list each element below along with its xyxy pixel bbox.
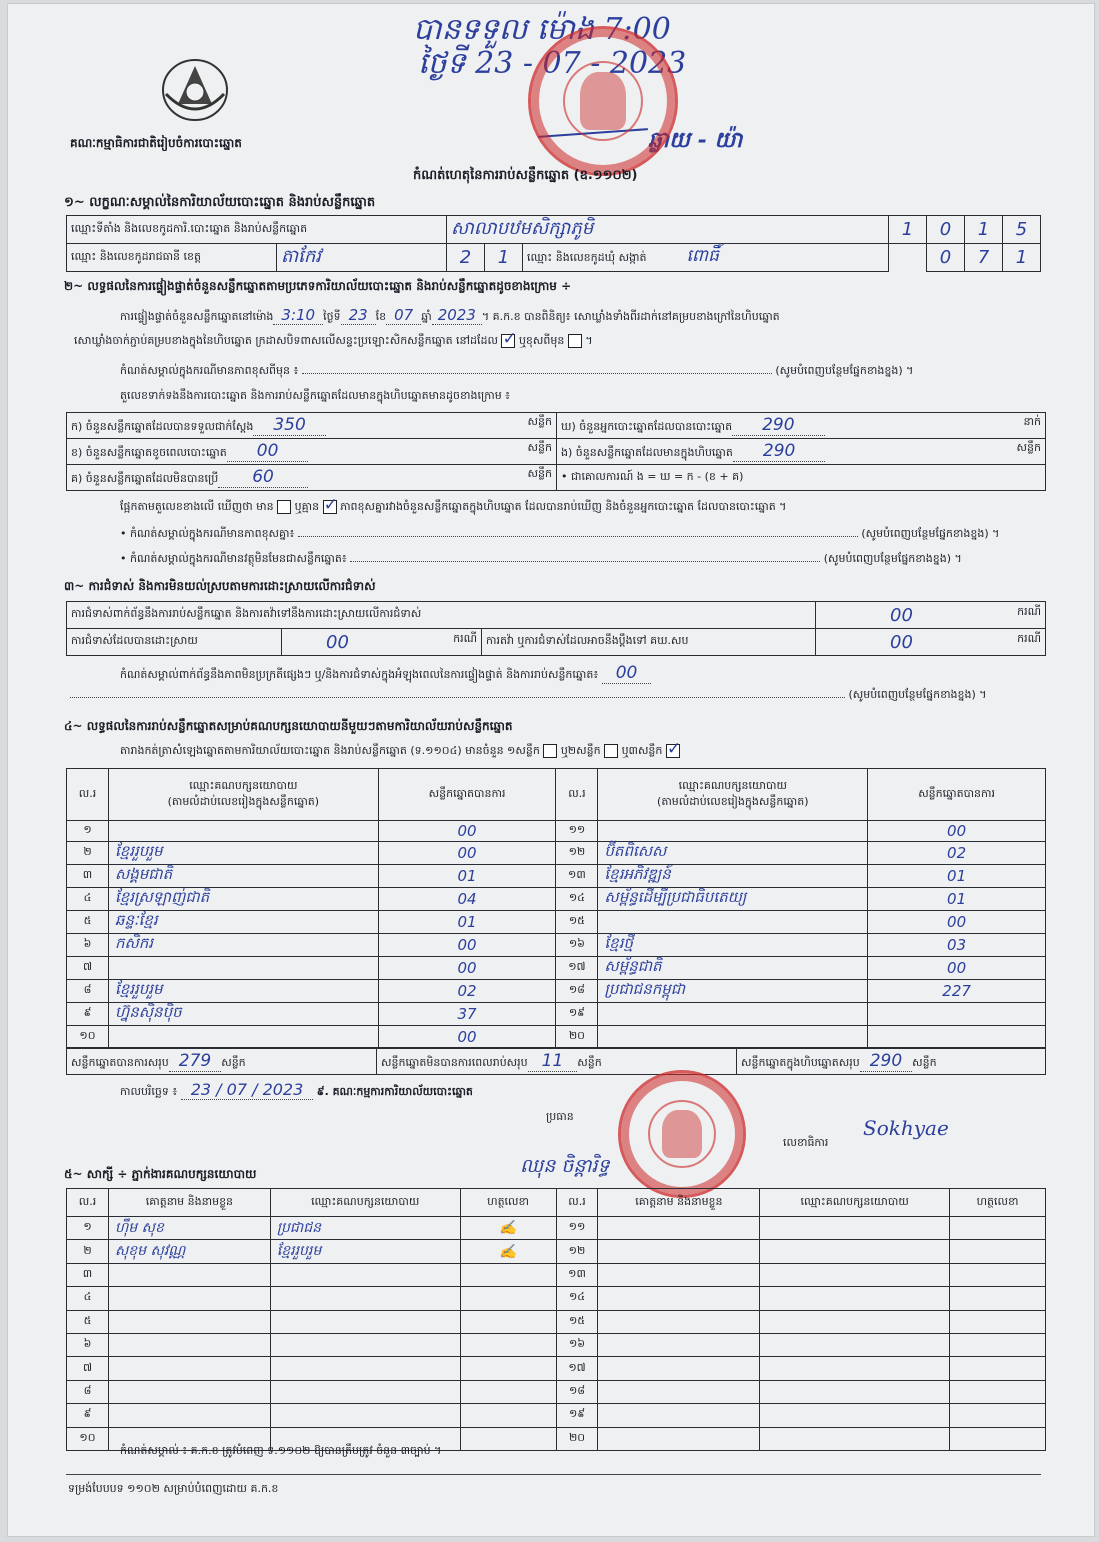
witness-party-cell[interactable] — [760, 1357, 950, 1380]
result-row — [67, 888, 1046, 911]
result-votes-cell: 00 — [378, 934, 556, 957]
result-votes-cell — [868, 1026, 1046, 1047]
witness-sign-cell[interactable] — [950, 1357, 1046, 1380]
witness-no-cell: ១៣ — [556, 1263, 598, 1286]
footer-note: កំណត់សម្គាល់ ៖ គ.ក.ខ ត្រូវបំពេញ ទ.១១០២ ឱ្យបានត្រឹមត្រូវ ចំនួន ៣ច្បាប់ ។ — [120, 1444, 442, 1457]
witness-party-cell — [270, 1310, 460, 1333]
witness-party-cell[interactable] — [760, 1263, 950, 1286]
irregularity-note-line2: (សូមបំពេញបន្ថែមផ្នែកខាងខ្នង) ។ — [70, 688, 1040, 704]
province-label: ឈ្មោះ និងលេខកូដរាជធានី ខេត្ត — [67, 244, 277, 272]
witness-no-cell: ២០ — [556, 1427, 598, 1450]
witness-no-cell: ៧ — [67, 1357, 109, 1380]
result-row — [67, 1003, 1046, 1026]
witness-table: ល.រ គោត្តនាម និងនាមខ្លួន ឈ្មោះគណបក្សនយោបាយ ហត្ថលេខា ល.រ គោត្តនាម និងនាមខ្លួន ឈ្មោះគណបក្សនយោបាយ ហត្ថលេខា ១ ហ៊ឹម សុខ ប្រជាជន ✍ ១១ ២ សុខុម សុវណ្ណ ខ្មែររួបរួម ✍ ១២ ៣ ១៣ ៤ ១៤ ៥ ១៥ ៦ ១៦ ៧ ១៧ ៨ ១៨ ៩ ១៩ ១០ ២០ — [66, 1188, 1046, 1451]
witness-sign-cell — [460, 1263, 556, 1286]
result-no-cell: ១៧ — [556, 957, 598, 980]
col-votes-right: សន្លឹកឆ្នោតបានការ — [868, 769, 1046, 821]
section5-heading: ៥~ សាក្សី ÷ ភ្នាក់ងារគណបក្សនយោបាយ — [64, 1167, 257, 1181]
one-sheet-checkbox[interactable] — [543, 744, 557, 758]
site-code-4: 5 — [1003, 216, 1041, 244]
ka-label: ក) ចំនួនសន្លឹកឆ្នោតដែលបានទទួលជាក់ស្តែង — [71, 420, 254, 433]
seal-line: សោឃ្លាំងចាក់ភ្ជាប់គម្របខាងក្នុងនៃហិបឆ្នោត ក្រដាសបិទពាសលើសន្ទះប្រឡោះសិកសន្លឹកឆ្នោត នៅដដែល ✓ ឬខុសពីមុន ។ — [74, 334, 593, 350]
kha-label: ខ) ចំនួនសន្លឹកឆ្នោតខូចពេលបោះឆ្នោត — [71, 446, 227, 459]
commune-cell — [523, 244, 889, 272]
chair-signature: ឈុន ចិន្តារិទ្ធ — [520, 1155, 610, 1177]
result-votes-cell: 02 — [868, 842, 1046, 865]
section1-heading: ១~ លក្ខណៈសម្គាល់នៃការិយាល័យបោះឆ្នោត និងរាប់សន្លឹកឆ្នោត — [64, 195, 376, 210]
org-name: គណៈកម្មាធិការជាតិរៀបចំការបោះឆ្នោត — [70, 136, 242, 150]
section4-heading: ៤~ លទ្ធផលនៃការរាប់សន្លឹកឆ្នោតសម្រាប់គណបក្សនយោបាយនីមួយៗតាមការិយាល័យរាប់សន្លឹកឆ្នោត — [64, 719, 513, 733]
witness-no-cell: ៥ — [67, 1310, 109, 1333]
result-votes-cell: 00 — [378, 842, 556, 865]
witness-no-cell: ១០ — [67, 1427, 109, 1450]
total-box-value: 290 — [860, 1051, 912, 1072]
verify-time: 3:10 — [273, 306, 323, 325]
witness-no-cell: ២ — [67, 1240, 109, 1263]
witness-party-cell[interactable] — [760, 1310, 950, 1333]
result-votes-cell: 01 — [868, 888, 1046, 911]
office-stamp-bottom — [618, 1070, 746, 1198]
witness-name-cell — [108, 1287, 270, 1310]
witness-name-cell[interactable] — [598, 1427, 760, 1450]
witness-sign-cell: ✍ — [460, 1217, 556, 1240]
witness-row — [67, 1240, 1046, 1263]
result-row — [67, 842, 1046, 865]
result-party-cell: ខ្មែររួបរួម — [108, 842, 378, 865]
witness-party-cell: ខ្មែររួបរួម — [270, 1240, 460, 1263]
witness-name-cell[interactable] — [598, 1333, 760, 1356]
difference-line: ផ្អែកតាមតួលេខខាងលើ ឃើញថា មាន ឬគ្មាន ✓ ភាពខុសគ្នារវាងចំនួនសន្លឹកឆ្នោតក្នុងហិបឆ្នោត ដែលបានរាប់ឃើញ និងចំនួនអ្នកបោះឆ្នោត ដែលបានបោះឆ្នោត ។ — [120, 500, 786, 516]
appeal-value: 00 — [890, 631, 913, 653]
result-party-cell — [108, 957, 378, 980]
result-row — [67, 821, 1046, 842]
kha-value: 00 — [227, 441, 309, 462]
form-title: កំណត់ហេតុនៃការរាប់សន្លឹកឆ្នោត (ឧ.១១០២) — [413, 168, 638, 183]
no-difference-checkbox[interactable] — [323, 500, 337, 514]
commune-code-3: 1 — [1003, 244, 1041, 272]
witness-sign-cell[interactable] — [950, 1333, 1046, 1356]
receipt-note-line2: ថ្ងៃទី 23 - 07 - 2023 — [418, 46, 687, 81]
verify-day: 23 — [341, 306, 376, 325]
irregularity-value: 00 — [602, 663, 652, 684]
site-label: ឈ្មោះទីតាំង និងលេខកូដការិ.បោះឆ្នោត និងរាប់សន្លឹកឆ្នោត — [67, 216, 447, 244]
total-invalid-value: 11 — [528, 1051, 578, 1072]
witness-sign-cell — [460, 1333, 556, 1356]
result-no-cell: ៦ — [67, 934, 109, 957]
objection-label: ការជំទាស់ពាក់ព័ន្ធនឹងការរាប់សន្លឹកឆ្នោត និងការតវ៉ាទៅនឹងការដោះស្រាយលើការជំទាស់ — [67, 602, 816, 629]
result-row — [67, 980, 1046, 1003]
result-party-cell — [598, 1003, 868, 1026]
diff-note2-line: • កំណត់សម្គាល់ក្នុងករណីមានភាពខុសគ្នា៖ (សូមបំពេញបន្ថែមផ្នែកខាងខ្នង) ។ — [120, 527, 1000, 540]
witness-party-cell — [270, 1380, 460, 1403]
result-no-cell: ២០ — [556, 1026, 598, 1047]
witness-no-cell: ១១ — [556, 1217, 598, 1240]
witness-name-cell[interactable] — [598, 1217, 760, 1240]
province-code-2: 1 — [485, 244, 523, 272]
ko-value: 60 — [218, 467, 308, 488]
witness-sign-cell — [460, 1427, 556, 1450]
result-party-cell: សម្ព័ន្ធជាតិ — [598, 957, 868, 980]
results-table: ល.រ ឈ្មោះគណបក្សនយោបាយ (តាមលំដាប់លេខរៀងក្នុងសន្លឹកឆ្នោត) សន្លឹកឆ្នោតបានការ ល.រ ឈ្មោះគណបក្សនយោបាយ (តាមលំដាប់លេខរៀងក្នុងសន្លឹកឆ្នោត) សន្លឹកឆ្នោតបានការ ១ 00 ១១ 00 ២ ខ្មែររួបរួម 00 ១២ ប៊ីតពិសេស 02 ៣ សង្គមជាតិ 01 ១៣ ខ្មែរអភិវឌ្ឍន៍ 01 ៤ ខ្មែរស្រឡាញ់ជាតិ 04 ១៤ សម្ព័ន្ធដើម្បីប្រជាធិបតេយ្យ 01 ៥ ឆន្ទៈខ្មែរ 01 ១៥ 00 ៦ កសិករ 00 ១៦ ខ្មែរថ្មី 03 ៧ 00 ១៧ សម្ព័ន្ធជាតិ 00 ៨ ខ្មែររួបរួម 02 ១៨ ប្រជាជនកម្ពុជា 227 ៩ ហ្វ៊ុនស៊ិនប៉ិច 37 ១៩ ១០ 00 ២០ — [66, 768, 1046, 1048]
form-page — [8, 4, 1094, 1536]
result-votes-cell — [868, 1003, 1046, 1026]
result-row — [67, 911, 1046, 934]
witness-no-cell: ១៤ — [556, 1287, 598, 1310]
witness-sign-cell — [460, 1357, 556, 1380]
witness-party-cell[interactable] — [760, 1217, 950, 1240]
witness-sign-cell — [460, 1404, 556, 1427]
witness-name-cell[interactable] — [598, 1240, 760, 1263]
verify-month: 07 — [386, 306, 421, 325]
objections-table: ការជំទាស់ពាក់ព័ន្ធនឹងការរាប់សន្លឹកឆ្នោត និងការតវ៉ាទៅនឹងការដោះស្រាយលើការជំទាស់ 00 ករណី ការជំទាស់ដែលបានដោះស្រាយ 00 ករណី ការតវ៉ា ឬការជំទាស់ដែលអាចនឹងប្តឹងទៅ គឃ.សប 00 ករណី — [66, 601, 1046, 656]
office-stamp-top — [528, 26, 678, 176]
result-no-cell: ១២ — [556, 842, 598, 865]
witness-sign-cell: ✍ — [460, 1240, 556, 1263]
result-votes-cell: 00 — [378, 821, 556, 842]
col-party-right: ឈ្មោះគណបក្សនយោបាយ — [678, 778, 787, 792]
witness-no-cell: ១ — [67, 1217, 109, 1240]
col-party-left: ឈ្មោះគណបក្សនយោបាយ — [189, 778, 298, 792]
formula: • ជាគោលការណ៍ ង = ឃ = ក - (ខ + គ) — [557, 465, 1046, 491]
result-no-cell: ៧ — [67, 957, 109, 980]
nga-value: 290 — [733, 441, 825, 462]
result-no-cell: ១ — [67, 821, 109, 842]
result-votes-cell: 00 — [868, 957, 1046, 980]
witness-row — [67, 1357, 1046, 1380]
witness-no-cell: ១៨ — [556, 1380, 598, 1403]
witness-name-cell — [108, 1333, 270, 1356]
site-code-1: 1 — [889, 216, 927, 244]
witness-name-cell — [108, 1263, 270, 1286]
witness-no-cell: ១៥ — [556, 1310, 598, 1333]
commune-code-1: 0 — [927, 244, 965, 272]
nga-label: ង) ចំនួនសន្លឹកឆ្នោតដែលមានក្នុងហិបឆ្នោត — [561, 446, 733, 459]
witness-party-cell[interactable] — [760, 1287, 950, 1310]
witness-party-cell — [270, 1404, 460, 1427]
witness-sign-cell[interactable] — [950, 1263, 1046, 1286]
witness-sign-cell — [460, 1310, 556, 1333]
result-no-cell: ១៨ — [556, 980, 598, 1003]
footer-form: ទម្រង់បែបបទ ១១០២ សម្រាប់បំពេញដោយ គ.ក.ខ — [68, 1482, 279, 1495]
province-value: តាកែវ — [281, 246, 321, 267]
sign-date: 23 / 07 / 2023 — [181, 1080, 314, 1100]
tally-sheet-line: តារាងកត់ត្រាសំឡេងឆ្នោតតាមការិយាល័យបោះឆ្នោត និងរាប់សន្លឹកឆ្នោត (ទ.១១០៤) មានចំនួន ១សន្លឹក ឬ២សន្លឹក ឬ៣សន្លឹក ✓ — [120, 744, 680, 760]
site-value: សាលាបឋមសិក្សាភូមិ — [451, 218, 594, 239]
witness-sign-cell[interactable] — [950, 1217, 1046, 1240]
witness-name-cell — [108, 1310, 270, 1333]
col-no-left: ល.រ — [67, 769, 109, 821]
commune-value: ពោធិ៍ — [686, 246, 719, 266]
appeal-label: ការតវ៉ា ឬការជំទាស់ដែលអាចនឹងប្តឹងទៅ គឃ.សប — [482, 629, 816, 656]
site-code-3: 1 — [965, 216, 1003, 244]
witness-no-cell: ៦ — [67, 1333, 109, 1356]
result-party-cell — [598, 821, 868, 842]
witness-row — [67, 1380, 1046, 1403]
witness-party-cell[interactable] — [760, 1333, 950, 1356]
changed-checkbox[interactable] — [568, 334, 582, 348]
witness-party-cell: ប្រជាជន — [270, 1217, 460, 1240]
witness-party-cell — [270, 1263, 460, 1286]
witness-row — [67, 1333, 1046, 1356]
witness-name-cell[interactable] — [598, 1404, 760, 1427]
witness-name-cell: ហ៊ឹម សុខ — [108, 1217, 270, 1240]
witness-name-cell[interactable] — [598, 1310, 760, 1333]
witness-no-cell: ៤ — [67, 1287, 109, 1310]
commune-label: ឈ្មោះ និងលេខកូដឃុំ សង្កាត់ — [527, 251, 647, 264]
result-party-cell: ប្រជាជនកម្ពុជា — [598, 980, 868, 1003]
result-no-cell: ២ — [67, 842, 109, 865]
result-party-cell — [108, 1026, 378, 1047]
date-line: កាលបរិច្ឆេទ ៖ 23 / 07 / 2023 ៩. គណៈកម្មការការិយាល័យបោះឆ្នោត — [120, 1080, 473, 1099]
verify-year: 2023 — [432, 306, 482, 325]
gha-value: 290 — [732, 415, 824, 436]
witness-name-cell[interactable] — [598, 1357, 760, 1380]
result-party-cell — [598, 911, 868, 934]
chair-label: ប្រធាន — [546, 1110, 574, 1123]
witness-sign-cell[interactable] — [950, 1240, 1046, 1263]
result-votes-cell: 03 — [868, 934, 1046, 957]
ka-value: 350 — [253, 415, 325, 436]
result-party-cell: សម្ព័ន្ធដើម្បីប្រជាធិបតេយ្យ — [598, 888, 868, 911]
witness-row — [67, 1217, 1046, 1240]
objection-value: 00 — [890, 604, 913, 626]
result-no-cell: ៤ — [67, 888, 109, 911]
witness-sign-cell — [460, 1380, 556, 1403]
result-no-cell: ៥ — [67, 911, 109, 934]
result-votes-cell: 00 — [868, 821, 1046, 842]
same-checkbox[interactable] — [501, 334, 515, 348]
nec-logo — [158, 54, 233, 124]
total-invalid-label: សន្លឹកឆ្នោតមិនបានការពេលរាប់សរុប — [381, 1056, 528, 1069]
result-row — [67, 865, 1046, 888]
result-votes-cell: 01 — [378, 911, 556, 934]
witness-sign-cell[interactable] — [950, 1380, 1046, 1403]
receipt-note-place: ឆ្លាយ - យ៉ា — [648, 127, 743, 153]
figures-table: ក) ចំនួនសន្លឹកឆ្នោតដែលបានទទួលជាក់ស្តែង 350 សន្លឹក ឃ) ចំនួនអ្នកបោះឆ្នោតដែលបានបោះឆ្នោត 290 នាក់ ខ) ចំនួនសន្លឹកឆ្នោតខូចពេលបោះឆ្នោត 00 សន្លឹក ង) ចំនួនសន្លឹកឆ្នោតដែលមានក្នុងហិបឆ្នោត 290 សន្លឹក គ) ចំនួនសន្លឹកឆ្នោតដែលមិនបានប្រើ 60 សន្លឹក • ជាគោលការណ៍ ង = ឃ = ក - (ខ + គ) — [66, 412, 1046, 491]
witness-name-cell — [108, 1380, 270, 1403]
figures-intro: តួលេខទាក់ទងនឹងការបោះឆ្នោត និងការរាប់សន្លឹកឆ្នោតដែលមានក្នុងហិបឆ្នោតមានដូចខាងក្រោម ៖ — [120, 389, 511, 402]
result-party-cell: ខ្មែរស្រឡាញ់ជាតិ — [108, 888, 378, 911]
totals-table: សន្លឹកឆ្នោតបានការសរុប 279 សន្លឹក សន្លឹកឆ្នោតមិនបានការពេលរាប់សរុប 11 សន្លឹក សន្លឹកឆ្នោតក្នុងហិបឆ្នោតសរុប 290 សន្លឹក — [66, 1048, 1046, 1075]
result-votes-cell: 04 — [378, 888, 556, 911]
commune-code-2: 7 — [965, 244, 1003, 272]
resolved-value: 00 — [326, 631, 349, 653]
result-party-cell — [108, 821, 378, 842]
col-no-right: ល.រ — [556, 769, 598, 821]
witness-party-cell — [270, 1287, 460, 1310]
secretary-signature: Sokhyae — [863, 1116, 949, 1140]
witness-no-cell: ៣ — [67, 1263, 109, 1286]
result-party-cell: ខ្មែរអភិវឌ្ឍន៍ — [598, 865, 868, 888]
result-votes-cell: 00 — [868, 911, 1046, 934]
result-row — [67, 957, 1046, 980]
result-party-cell: ខ្មែររួបរួម — [108, 980, 378, 1003]
witness-name-cell[interactable] — [598, 1380, 760, 1403]
total-valid-label: សន្លឹកឆ្នោតបានការសរុប — [71, 1056, 169, 1069]
diff-note-line: កំណត់សម្គាល់ក្នុងករណីមានភាពខុសពីមុន ៖ (សូមបំពេញបន្ថែមផ្នែកខាងខ្នង) ។ — [120, 364, 914, 377]
col-votes-left: សន្លឹកឆ្នោតបានការ — [378, 769, 556, 821]
object-note-line: • កំណត់សម្គាល់ក្នុងករណីមានវត្ថុមិនមែនជាសន្លឹកឆ្នោត៖ (សូមបំពេញបន្ថែមផ្នែកខាងខ្នង) ។ — [120, 552, 962, 565]
result-votes-cell: 02 — [378, 980, 556, 1003]
verify-line: ការផ្ទៀងផ្ទាត់ចំនួនសន្លឹកឆ្នោតនៅម៉ោង 3:10 ថ្ងៃទី 23 ខែ 07 ឆ្នាំ 2023 ។ គ.ក.ខ បានពិនិត្យ៖ សោឃ្លាំងទាំងពីរដាក់នៅគម្របខាងក្រៅនៃហិបឆ្នោត — [120, 306, 780, 324]
result-votes-cell: 00 — [378, 957, 556, 980]
result-row — [67, 1026, 1046, 1047]
two-sheet-checkbox[interactable] — [604, 744, 618, 758]
witness-name-cell — [108, 1404, 270, 1427]
witness-name-cell[interactable] — [598, 1287, 760, 1310]
witness-party-cell[interactable] — [760, 1380, 950, 1403]
result-party-cell — [598, 1026, 868, 1047]
witness-no-cell: ៩ — [67, 1404, 109, 1427]
witness-no-cell: ១៩ — [556, 1404, 598, 1427]
witness-sign-cell[interactable] — [950, 1427, 1046, 1450]
witness-sign-cell[interactable] — [950, 1404, 1046, 1427]
footer-divider — [66, 1474, 1041, 1475]
result-no-cell: ៣ — [67, 865, 109, 888]
result-votes-cell: 01 — [868, 865, 1046, 888]
witness-no-cell: ១៦ — [556, 1333, 598, 1356]
has-difference-checkbox[interactable] — [277, 500, 291, 514]
result-no-cell: ១៤ — [556, 888, 598, 911]
witness-row — [67, 1404, 1046, 1427]
witness-party-cell[interactable] — [760, 1404, 950, 1427]
result-no-cell: ១០ — [67, 1026, 109, 1047]
witness-no-cell: ១២ — [556, 1240, 598, 1263]
witness-row — [67, 1310, 1046, 1333]
total-box-label: សន្លឹកឆ្នោតក្នុងហិបឆ្នោតសរុប — [741, 1056, 860, 1069]
section2-heading: ២~ លទ្ធផលនៃការផ្ទៀងផ្ទាត់ចំនួនសន្លឹកឆ្នោតតាមប្រភេទការិយាល័យបោះឆ្នោត និងរាប់សន្លឹកឆ្នោតដូចខាងក្រោម ÷ — [64, 279, 572, 293]
result-party-cell: សង្គមជាតិ — [108, 865, 378, 888]
total-valid-value: 279 — [169, 1051, 221, 1072]
witness-no-cell: ៨ — [67, 1380, 109, 1403]
witness-no-cell: ១៧ — [556, 1357, 598, 1380]
result-party-cell: ហ្វ៊ុនស៊ិនប៉ិច — [108, 1003, 378, 1026]
result-no-cell: ១៥ — [556, 911, 598, 934]
witness-sign-cell[interactable] — [950, 1287, 1046, 1310]
witness-party-cell[interactable] — [760, 1427, 950, 1450]
witness-row — [67, 1263, 1046, 1286]
section3-heading: ៣~ ការជំទាស់ និងការមិនយល់ស្របតាមការដោះស្រាយលើការជំទាស់ — [64, 579, 376, 593]
province-code-1: 2 — [447, 244, 485, 272]
resolved-label: ការជំទាស់ដែលបានដោះស្រាយ — [67, 629, 282, 656]
irregularity-note: កំណត់សម្គាល់ពាក់ព័ន្ធនឹងភាពមិនប្រក្រតីផ្សេងៗ ឬ/និងការជំទាស់ក្នុងអំឡុងពេលនៃការផ្ទៀងផ្ទាត់ និងការរាប់សន្លឹកឆ្នោត៖ 00 — [120, 663, 651, 684]
witness-row — [67, 1287, 1046, 1310]
witness-party-cell[interactable] — [760, 1240, 950, 1263]
result-party-cell: ឆន្ទៈខ្មែរ — [108, 911, 378, 934]
result-no-cell: ១១ — [556, 821, 598, 842]
result-votes-cell: 227 — [868, 980, 1046, 1003]
receipt-note-line1: បានទទួល ម៉ោង 7:00 — [413, 12, 671, 47]
result-party-cell: កសិករ — [108, 934, 378, 957]
witness-sign-cell — [460, 1287, 556, 1310]
result-party-cell: ប៊ីតពិសេស — [598, 842, 868, 865]
result-no-cell: ១៣ — [556, 865, 598, 888]
result-no-cell: ១៦ — [556, 934, 598, 957]
result-no-cell: ១៩ — [556, 1003, 598, 1026]
result-row — [67, 934, 1046, 957]
result-votes-cell: 01 — [378, 865, 556, 888]
result-no-cell: ៩ — [67, 1003, 109, 1026]
witness-sign-cell[interactable] — [950, 1310, 1046, 1333]
section1-table — [66, 215, 1041, 272]
witness-party-cell — [270, 1333, 460, 1356]
ko-label: គ) ចំនួនសន្លឹកឆ្នោតដែលមិនបានប្រើ — [71, 472, 219, 485]
three-sheet-checkbox[interactable] — [666, 744, 680, 758]
result-party-cell: ខ្មែរថ្មី — [598, 934, 868, 957]
result-no-cell: ៨ — [67, 980, 109, 1003]
site-code-2: 0 — [927, 216, 965, 244]
gha-label: ឃ) ចំនួនអ្នកបោះឆ្នោតដែលបានបោះឆ្នោត — [561, 420, 733, 433]
witness-name-cell: សុខុម សុវណ្ណ — [108, 1240, 270, 1263]
secretary-label: លេខាធិការ — [783, 1136, 829, 1149]
result-votes-cell: 00 — [378, 1026, 556, 1047]
witness-name-cell[interactable] — [598, 1263, 760, 1286]
result-votes-cell: 37 — [378, 1003, 556, 1026]
witness-name-cell — [108, 1357, 270, 1380]
committee-label: ៩. គណៈកម្មការការិយាល័យបោះឆ្នោត — [316, 1085, 473, 1098]
witness-party-cell — [270, 1357, 460, 1380]
